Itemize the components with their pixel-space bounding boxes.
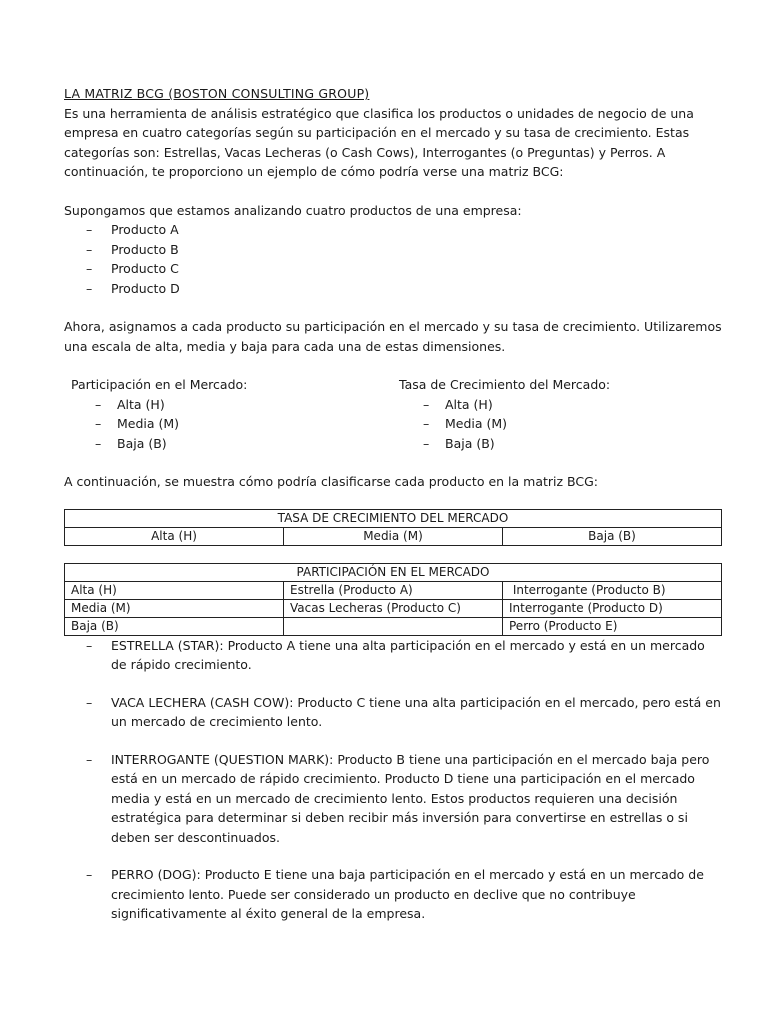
growth-table-header: TASA DE CRECIMIENTO DEL MERCADO: [65, 509, 722, 527]
table-cell: [284, 617, 503, 635]
table-cell: Media (M): [284, 527, 503, 545]
table-cell: Estrella (Producto A): [284, 581, 503, 599]
table-cell: Vacas Lecheras (Producto C): [284, 599, 503, 617]
dimension-columns: [64, 375, 724, 453]
table-row: [65, 617, 722, 635]
growth-column: [392, 375, 724, 453]
note-question-mark: – INTERROGANTE (QUESTION MARK): Producto B tiene una participación en el mercado baja pero está en un mercado de rápido crecimiento. Producto D tiene una participación en el mercado media y está en un mercado de crecimiento lento. Estos productos requieren una decisión estratégica para determinar si deben recibir más inversión para convertirse en estrellas o si deben ser descontinuados.: [64, 750, 724, 848]
growth-heading: Tasa de Crecimiento del Mercado:: [399, 377, 611, 392]
table-cell: Baja (B): [65, 617, 284, 635]
assign-paragraph: Ahora, asignamos a cada producto su participación en el mercado y su tasa de crecimiento. Utilizaremos una escala de alta, media y baja para cada una de estas dimensiones.: [64, 319, 722, 354]
participation-column: [64, 375, 392, 453]
suppose-paragraph: Supongamos que estamos analizando cuatro productos de una empresa:: [64, 202, 522, 218]
note-cash-cow: – VACA LECHERA (CASH COW): Producto C tiene una alta participación en el mercado, pero está en un mercado de crecimiento lento.: [64, 693, 724, 732]
list-item: – Alta (H): [71, 395, 392, 415]
market-share-table: [64, 563, 722, 636]
list-item: – Baja (B): [399, 434, 724, 454]
note-star: – ESTRELLA (STAR): Producto A tiene una alta participación en el mercado y está en un mercado de rápido crecimiento.: [64, 636, 724, 675]
table-cell: Alta (H): [65, 527, 284, 545]
table-cell: Interrogante (Producto D): [503, 599, 722, 617]
list-item: – Producto C: [64, 259, 724, 279]
growth-rate-table: [64, 509, 722, 546]
list-item: – Media (M): [399, 414, 724, 434]
product-list: [64, 220, 724, 298]
list-item: – Baja (B): [71, 434, 392, 454]
list-item: – Producto B: [64, 240, 724, 260]
growth-list: [399, 395, 724, 454]
intro-paragraph: Es una herramienta de análisis estratégico que clasifica los productos o unidades de negocio de una empresa en cuatro categorías según su participación en el mercado y su tasa de crecimiento. Estas categorías son: Estrellas, Vacas Lecheras (o Cash Cows), Interrogantes (o Preguntas) y Perros. A continuación, te proporciono un ejemplo de cómo podría verse una matriz BCG:: [64, 105, 694, 179]
table-cell: Alta (H): [65, 581, 284, 599]
list-item: – Producto A: [64, 220, 724, 240]
document-page: [64, 84, 724, 942]
category-notes-list: [64, 636, 724, 924]
document-title: LA MATRIZ BCG (BOSTON CONSULTING GROUP): [64, 86, 370, 101]
table-cell: Perro (Producto E): [503, 617, 722, 635]
table-row: [65, 599, 722, 617]
list-item: – Alta (H): [399, 395, 724, 415]
participation-heading: Participación en el Mercado:: [71, 377, 248, 392]
note-dog: – PERRO (DOG): Producto E tiene una baja participación en el mercado y está en un mercado de crecimiento lento. Puede ser considerado un producto en declive que no contribuye significativamente al éxito general de la empresa.: [64, 865, 724, 924]
participation-list: [71, 395, 392, 454]
list-item: – Media (M): [71, 414, 392, 434]
table-row: [65, 581, 722, 599]
list-item: – Producto D: [64, 279, 724, 299]
share-table-header: PARTICIPACIÓN EN EL MERCADO: [65, 563, 722, 581]
classify-paragraph: A continuación, se muestra cómo podría clasificarse cada producto en la matriz BCG:: [64, 474, 599, 489]
table-cell: Baja (B): [503, 527, 722, 545]
table-cell: Media (M): [65, 599, 284, 617]
table-cell: Interrogante (Producto B): [503, 581, 722, 599]
